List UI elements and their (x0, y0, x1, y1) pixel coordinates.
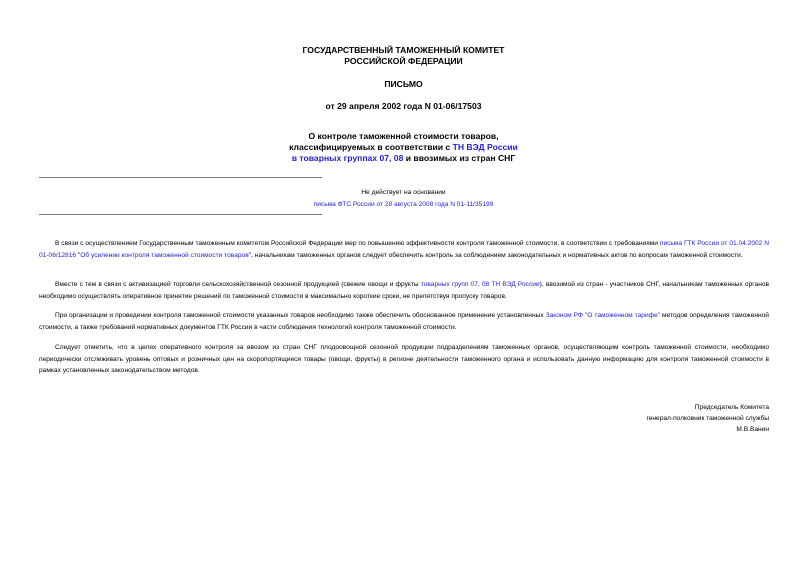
customs-tariff-law-link[interactable]: Законом РФ "О таможенном тарифе" (545, 312, 661, 319)
signature-block (646, 402, 769, 435)
signature-title: Председатель Комитета (694, 404, 769, 411)
paragraph-1 (39, 238, 769, 261)
org-name-line2: РОССИЙСКОЙ ФЕДЕРАЦИИ (344, 56, 463, 66)
p2-text-a: Вместе с тем в связи с активизацией торговли сельскохозяйственной сезонной продукцией (свежие овощи и фрукты (55, 281, 421, 288)
top-divider (39, 177, 322, 178)
p1-text-a: В связи с осуществлением Государственным таможенным комитетом Российской Федерации мер по повышению эффективности контроля таможенной стоимости, в соответствии с требованиями (55, 240, 660, 247)
fts-letter-link[interactable]: письма ФТС России от 28 августа 2008 года N 01-11/35199 (313, 201, 494, 208)
paragraph-4 (39, 342, 769, 377)
document-type: ПИСЬМО (384, 79, 423, 89)
bottom-divider (39, 214, 322, 215)
strengthening-control-link[interactable]: Об усилении контроля таможенной стоимости товаров (80, 251, 249, 259)
p1-text-c: ", начальникам таможенных органов следует обеспечить контроль за соблюдением законодательных и нормативных актов по вопросам таможенной стоимости. (248, 251, 743, 259)
product-groups-link[interactable]: в товарных группах 07, 08 (291, 153, 404, 163)
subject-line1: О контроле таможенной стоимости товаров, (308, 131, 499, 141)
p1-text-b: " (76, 251, 81, 259)
signature-name: М.В.Ванин (736, 426, 769, 433)
p3-text-a: При организации и проведении контроля таможенной стоимости указанных товаров необходимо также обеспечить обоснованное применение установленных (55, 312, 546, 319)
notice-line2 (0, 199, 807, 211)
signature-rank: генерал-полковник таможенной службы (646, 415, 769, 422)
subject-line2-text: классифицируемых в соответствии с (289, 142, 453, 152)
paragraph-2 (39, 279, 769, 302)
notice-line1: Не действует на основании (361, 189, 446, 196)
subject-line2 (0, 142, 807, 153)
product-groups-tnved-link[interactable]: товарных групп 07, 08 ТН ВЭД России (420, 281, 540, 288)
org-name-line1: ГОСУДАРСТВЕННЫЙ ТАМОЖЕННЫЙ КОМИТЕТ (302, 45, 505, 55)
document-date-number: от 29 апреля 2002 года N 01-06/17503 (325, 101, 482, 111)
paragraph-3 (39, 310, 769, 333)
gtk-letter-link[interactable]: письма ГТК России от 01.04.2002 N 01-06/12816 (39, 240, 769, 259)
tn-ved-link[interactable]: ТН ВЭД России (452, 142, 518, 152)
p4-text: Следует отметить, что в целях оперативного контроля за ввозом из стран СНГ плодоовощной сезонной продукции подразделениям таможенных органов, осуществляющим контроль таможенной стоимости, необходимо периодически отслеживать уровень оптовых и розничных цен на скоропортящиеся товары (овощи, фрукты) в регионе деятельности таможенного органа и использовать данную информацию для контроля таможенной стоимости в рамках установленных законодательством методов. (39, 344, 769, 375)
subject-line3-text: и ввозимых из стран СНГ (403, 153, 516, 163)
p3-text-b: методов определения таможенной стоимости, а также требований нормативных документов ГТК России в части соблюдения технологий контроля таможенной стоимости. (39, 312, 769, 331)
subject-line3 (0, 153, 807, 164)
p2-text-b: ), ввозимой из стран - участников СНГ, начальникам таможенных органов необходимо осуществлять оперативное принятие решений по таможенной стоимости в максимально короткие сроки, не препятствуя пропуску товаров. (39, 281, 770, 300)
